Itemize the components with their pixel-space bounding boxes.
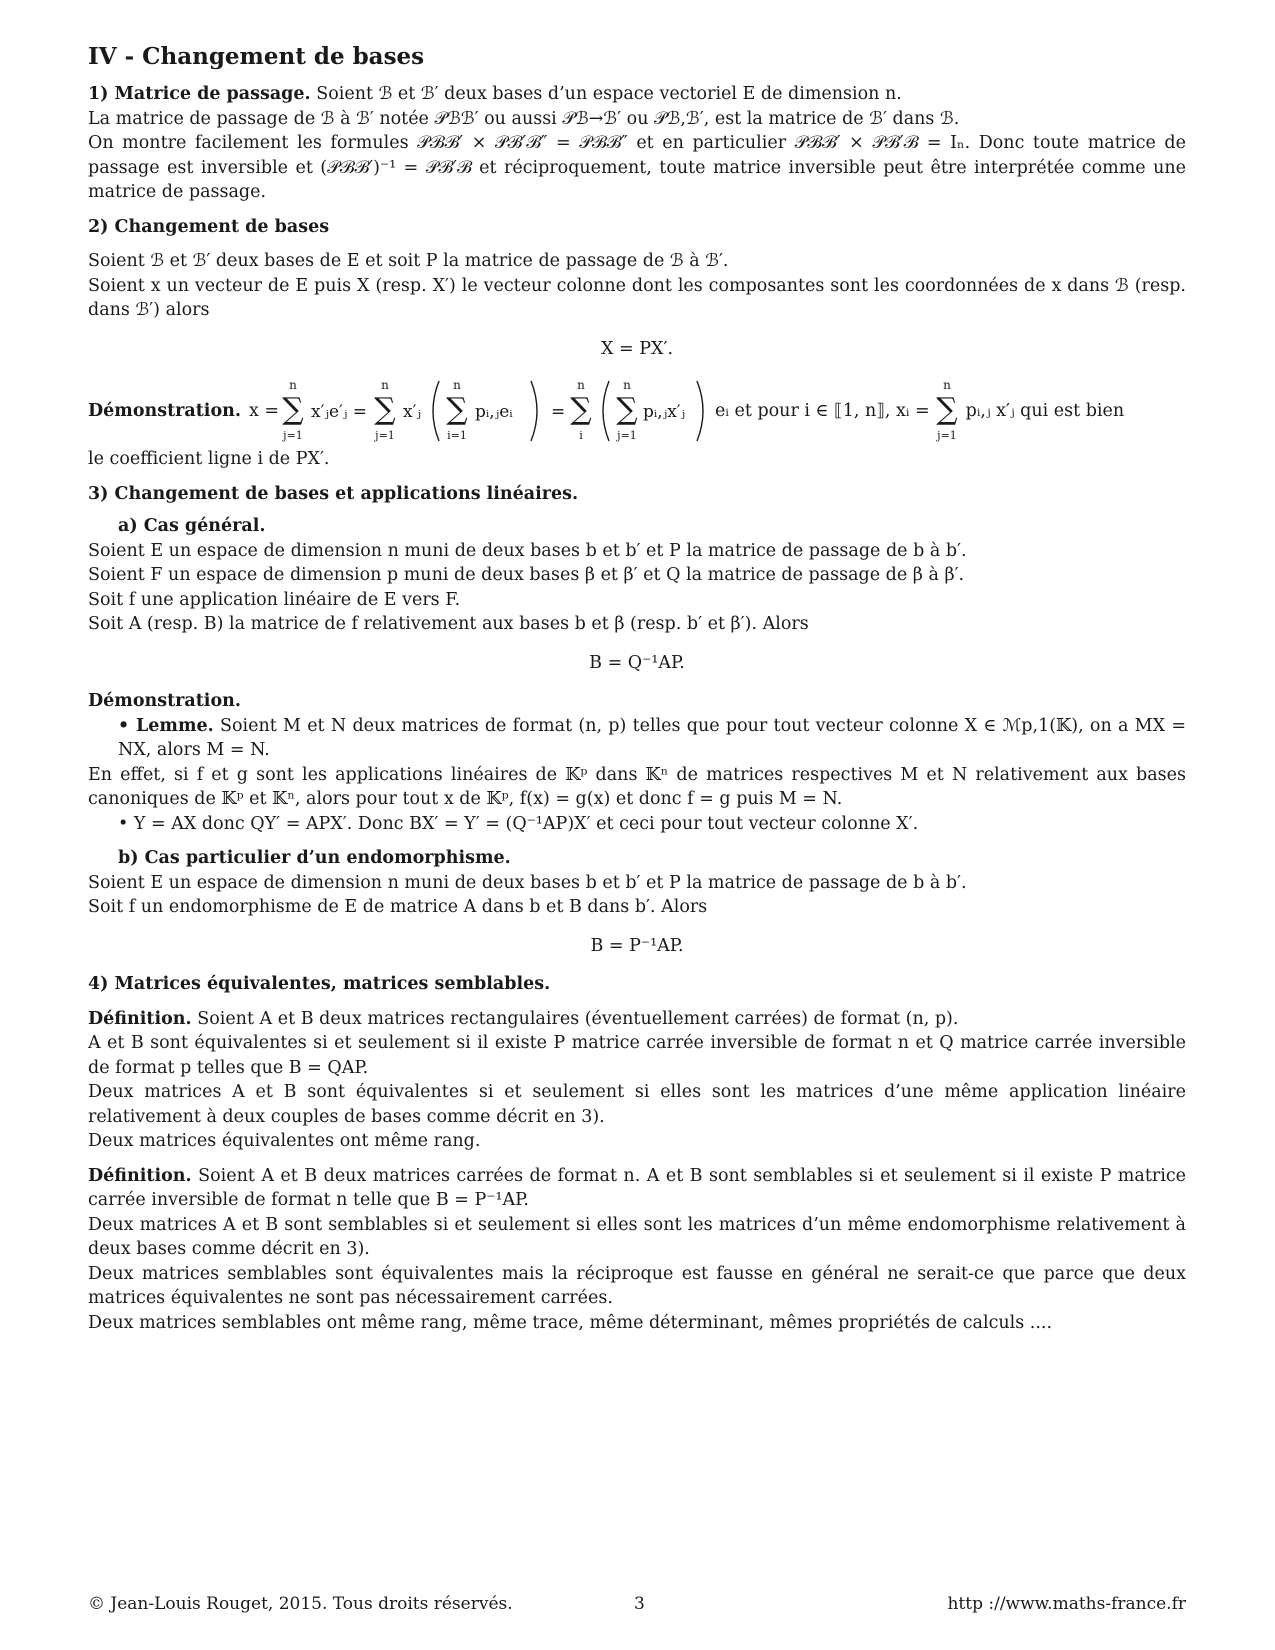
s3b-formula: B = P⁻¹AP. (590, 935, 684, 956)
sum3-top: n (453, 378, 461, 392)
sum2-top: n (381, 378, 389, 392)
demo-left: x = (248, 400, 280, 421)
sum2-sigma: ∑ (374, 392, 396, 427)
sum5-bottom: j=1 (617, 429, 637, 442)
s3a-formula: B = Q⁻¹AP. (589, 652, 685, 673)
sum6-top: n (942, 378, 951, 392)
sum5-sigma: ∑ (616, 392, 638, 427)
subsection-3a-heading: a) Cas général. (118, 516, 266, 536)
sum4-sigma: ∑ (570, 392, 592, 427)
footer-url[interactable]: http ://www.maths-france.fr (947, 1594, 1186, 1614)
def2-line-3: Deux matrices semblables sont équivalentes mais la réciproque est fausse en général ne serait-ce que parce que deux matrices équivalentes ne sont pas nécessairement carrées. (88, 1263, 1186, 1308)
sum6-sigma: ∑ (935, 392, 958, 427)
s2-line-2: Soient x un vecteur de E puis X (resp. X′) le vecteur colonne dont les composantes sont les coordonnées de x dans ℬ (resp. dans ℬ′) alors (88, 275, 1186, 320)
s3a-line-2: Soient F un espace de dimension p muni de deux bases β et β′ et Q la matrice de passage de β à β′. (88, 565, 965, 585)
s3-demo-label: Démonstration. (88, 691, 241, 711)
page-footer (88, 1592, 1186, 1616)
term-4: pᵢ,ⱼx′ⱼ (643, 402, 686, 422)
s3b-line-1: Soient E un espace de dimension n muni de deux bases b et b′ et P la matrice de passage de b à b′. (88, 872, 967, 893)
term-3: pᵢ,ⱼeᵢ (475, 402, 513, 422)
lemme-proof: En effet, si f et g sont les applications linéaires de 𝕂ᵖ dans 𝕂ⁿ de matrices respectives M et N relativement aux bases canoniques de 𝕂ᵖ et 𝕂ⁿ, alors pour tout x de 𝕂ᵖ, f(x) = g(x) et donc f = g puis M = N. (88, 764, 1186, 809)
demo-end: pᵢ,ⱼ x′ⱼ qui est bien (965, 400, 1125, 421)
def1-text-1: Soient A et B deux matrices rectangulaires (éventuellement carrées) de format (n, p). (197, 1008, 959, 1029)
demonstration-formula (88, 375, 1186, 447)
subsection-1-heading: 1) Matrice de passage. (88, 84, 311, 104)
subsection-3b-heading: b) Cas particulier d’un endomorphisme. (118, 848, 511, 868)
subsection-4-heading: 4) Matrices équivalentes, matrices semblables. (88, 974, 551, 994)
s1-line-3: On montre facilement les formules 𝒫ℬℬ′ × 𝒫ℬ′ℬ″ = 𝒫ℬℬ″ et en particulier 𝒫ℬℬ′ × 𝒫ℬ′ℬ = Iₙ. Donc toute matrice de passage est inversible et (𝒫ℬℬ′)⁻¹ = 𝒫ℬ′ℬ et réciproquement, toute matrice inversible peut être interprétée comme une matrice de passage. (88, 133, 1186, 202)
term-1: x′ⱼe′ⱼ = (311, 402, 368, 422)
sum6-bottom: j=1 (936, 429, 957, 442)
sum1-sigma: ∑ (282, 392, 304, 427)
section-title: IV - Changement de bases (88, 43, 425, 70)
sum3-sigma: ∑ (446, 392, 468, 427)
demo-sum6-svg (930, 375, 964, 447)
def1-line-3: Deux matrices A et B sont équivalentes si et seulement si elles sont les matrices d’une même application linéaire relativement à deux couples de bases comme décrit en 3). (88, 1082, 1186, 1127)
demo-label: Démonstration. (88, 400, 241, 421)
sum3-bottom: i=1 (447, 429, 467, 442)
def2-line-2: Deux matrices A et B sont semblables si et seulement si elles sont les matrices d’un même endomorphisme relativement à deux bases comme décrit en 3). (88, 1214, 1186, 1259)
bullet-2: • Y = AX donc QY′ = APX′. Donc BX′ = Y′ = (Q⁻¹AP)X′ et ceci pour tout vecteur colonne X′. (118, 813, 919, 834)
s3a-line-4: Soit A (resp. B) la matrice de f relativement aux bases b et β (resp. b′ et β′). Alors (88, 614, 809, 634)
def2-label: Définition. (88, 1165, 192, 1186)
footer-page-number: 3 (634, 1594, 645, 1614)
sum4-top: n (577, 378, 585, 392)
sum4-bottom: i (579, 429, 583, 442)
def1-line-1 (88, 1007, 1186, 1032)
sum1-bottom: j=1 (283, 429, 303, 442)
s1-line-2: La matrice de passage de ℬ à ℬ′ notée 𝒫ℬℬ′ ou aussi 𝒫ℬ→ℬ′ ou 𝒫ℬ,ℬ′, est la matrice de ℬ′ dans ℬ. (88, 108, 960, 129)
def2-line-1 (88, 1164, 1186, 1213)
def1-line-2: A et B sont équivalentes si et seulement si il existe P matrice carrée inversible de format n et Q matrice carrée inversible de format p telles que B = QAP. (88, 1033, 1186, 1078)
page-content (88, 42, 1186, 1335)
demo-continuation: le coefficient ligne i de PX′. (88, 449, 330, 469)
def2-text-1: Soient A et B deux matrices carrées de format n. A et B sont semblables si et seulement si il existe P matrice carrée inversible de format n telle que B = P⁻¹AP. (88, 1165, 1186, 1210)
demo-sums-svg (279, 375, 709, 447)
subsection-2 (88, 215, 1186, 472)
demo-right: eᵢ et pour i ∈ ⟦1, n⟧, xᵢ = (715, 400, 930, 421)
s3a-line-3: Soit f une application linéaire de E vers F. (88, 589, 461, 610)
subsection-2-heading: 2) Changement de bases (88, 216, 330, 237)
lemme-text: Soient M et N deux matrices de format (n, p) telles que pour tout vecteur colonne X ∈ ℳp,1(𝕂), on a MX = NX, alors M = N. (118, 715, 1186, 760)
s3b-line-2: Soit f un endomorphisme de E de matrice A dans b et B dans b′. Alors (88, 897, 708, 917)
equals: = (551, 402, 566, 422)
footer-copyright: © Jean-Louis Rouget, 2015. Tous droits réservés. (88, 1594, 513, 1614)
sum2-bottom: j=1 (375, 429, 395, 442)
def1-label: Définition. (88, 1008, 192, 1029)
paren-close-2 (697, 381, 703, 441)
s2-line-1: Soient ℬ et ℬ′ deux bases de E et soit P la matrice de passage de ℬ à ℬ′. (88, 251, 729, 271)
s3a-line-1: Soient E un espace de dimension n muni de deux bases b et b′ et P la matrice de passage de b à b′. (88, 540, 967, 561)
lemme-label: • Lemme. (118, 715, 214, 736)
subsection-3-heading: 3) Changement de bases et applications linéaires. (88, 483, 579, 504)
subsection-1 (88, 82, 1186, 205)
sum1-top: n (289, 378, 297, 392)
paren-close-1 (531, 381, 537, 441)
def2-line-4: Deux matrices semblables ont même rang, même trace, même déterminant, mêmes propriétés de calculs .... (88, 1312, 1053, 1333)
paren-open-1 (433, 381, 439, 441)
s1-line-1: Soient ℬ et ℬ′ deux bases d’un espace vectoriel E de dimension n. (316, 84, 902, 104)
s2-formula: X = PX′. (600, 338, 674, 359)
subsection-3 (88, 482, 1186, 959)
term-2: x′ⱼ (403, 402, 421, 422)
subsection-4 (88, 972, 1186, 1335)
paren-open-2 (603, 381, 609, 441)
def1-line-4: Deux matrices équivalentes ont même rang. (88, 1131, 481, 1151)
sum5-top: n (623, 378, 631, 392)
lemme (88, 714, 1186, 763)
